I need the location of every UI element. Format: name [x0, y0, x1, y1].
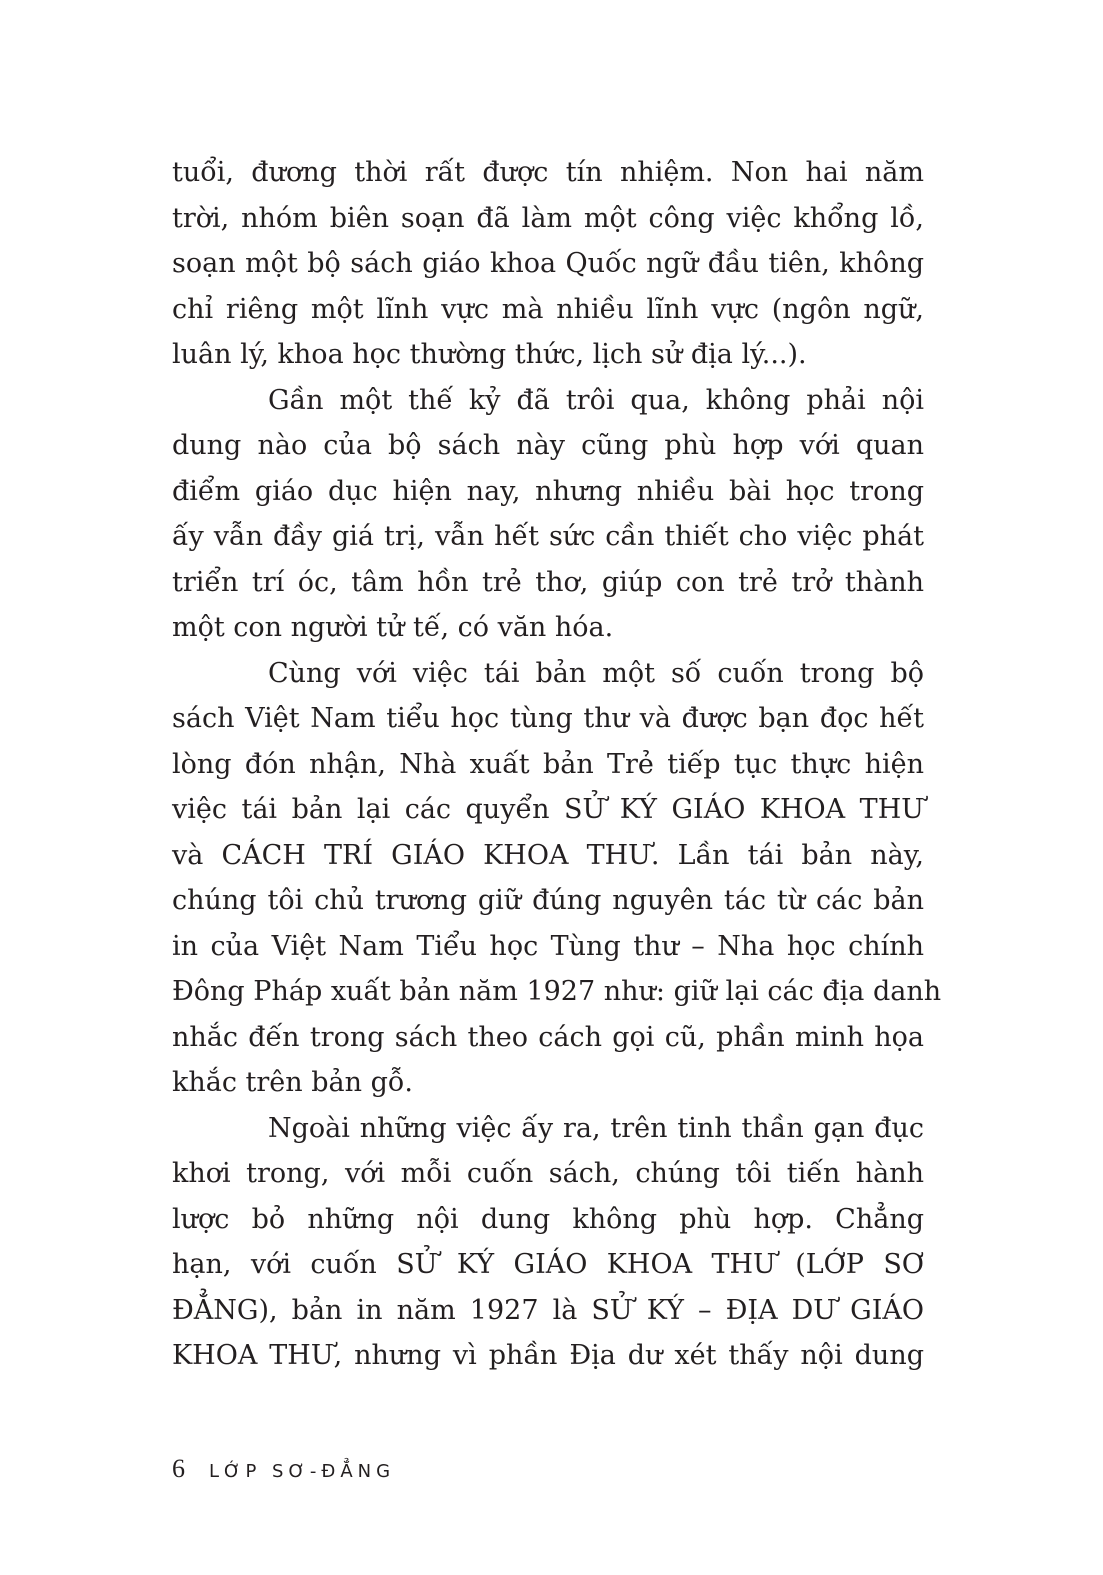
text-line: Ngoài những việc ấy ra, trên tinh thần gạn đục [268, 1112, 924, 1144]
text-line: hạn, với cuốn SỬ KÝ GIÁO KHOA THƯ (LỚP SƠ [172, 1249, 924, 1280]
text-line: in của Việt Nam Tiểu học Tùng thư – Nha học chính [172, 930, 924, 962]
text-line: sách Việt Nam tiểu học tùng thư và được bạn đọc hết [172, 703, 924, 734]
text-line: chúng tôi chủ trương giữ đúng nguyên tác từ các bản [172, 885, 924, 916]
text-line: triển trí óc, tâm hồn trẻ thơ, giúp con trẻ trở thành [172, 566, 924, 598]
text-line: dung nào của bộ sách này cũng phù hợp với quan [172, 430, 924, 461]
text-line: luân lý, khoa học thường thức, lịch sử địa lý...). [172, 339, 807, 370]
text-line: khơi trong, với mỗi cuốn sách, chúng tôi tiến hành [172, 1158, 924, 1189]
text-line: KHOA THƯ, nhưng vì phần Địa dư xét thấy nội dung [172, 1340, 924, 1371]
text-line: Đông Pháp xuất bản năm 1927 như: giữ lại các địa danh [172, 976, 942, 1007]
text-line: ấy vẫn đầy giá trị, vẫn hết sức cần thiết cho việc phát [172, 521, 924, 552]
text-line: và CÁCH TRÍ GIÁO KHOA THƯ. Lần tái bản này, [172, 839, 924, 871]
text-line: soạn một bộ sách giáo khoa Quốc ngữ đầu tiên, không [172, 248, 924, 279]
text-line: việc tái bản lại các quyển SỬ KÝ GIÁO KHOA THƯ [172, 794, 924, 825]
text-line: lược bỏ những nội dung không phù hợp. Chẳng [172, 1203, 924, 1235]
text-line: nhắc đến trong sách theo cách gọi cũ, phần minh họa [172, 1021, 924, 1053]
text-line: ĐẲNG), bản in năm 1927 là SỬ KÝ – ĐỊA DƯ GIÁO [172, 1294, 924, 1326]
page-body [172, 150, 942, 1379]
text-line: Gần một thế kỷ đã trôi qua, không phải nội [268, 384, 924, 416]
text-line: Cùng với việc tái bản một số cuốn trong bộ [268, 657, 924, 689]
text-line: chỉ riêng một lĩnh vực mà nhiều lĩnh vực (ngôn ngữ, [172, 293, 924, 325]
text-line: một con người tử tế, có văn hóa. [172, 612, 614, 643]
page-footer [172, 1454, 395, 1486]
text-line: điểm giáo dục hiện nay, nhưng nhiều bài học trong [172, 475, 924, 507]
text-line: tuổi, đương thời rất được tín nhiệm. Non hai năm [172, 157, 924, 188]
text-line: lòng đón nhận, Nhà xuất bản Trẻ tiếp tục thực hiện [172, 748, 924, 780]
text-line: khắc trên bản gỗ. [172, 1067, 413, 1098]
running-title: LỚP SƠ-ĐẲNG [209, 1461, 396, 1482]
text-line: trời, nhóm biên soạn đã làm một công việc khổng lồ, [172, 202, 924, 234]
page-number: 6 [172, 1454, 185, 1483]
